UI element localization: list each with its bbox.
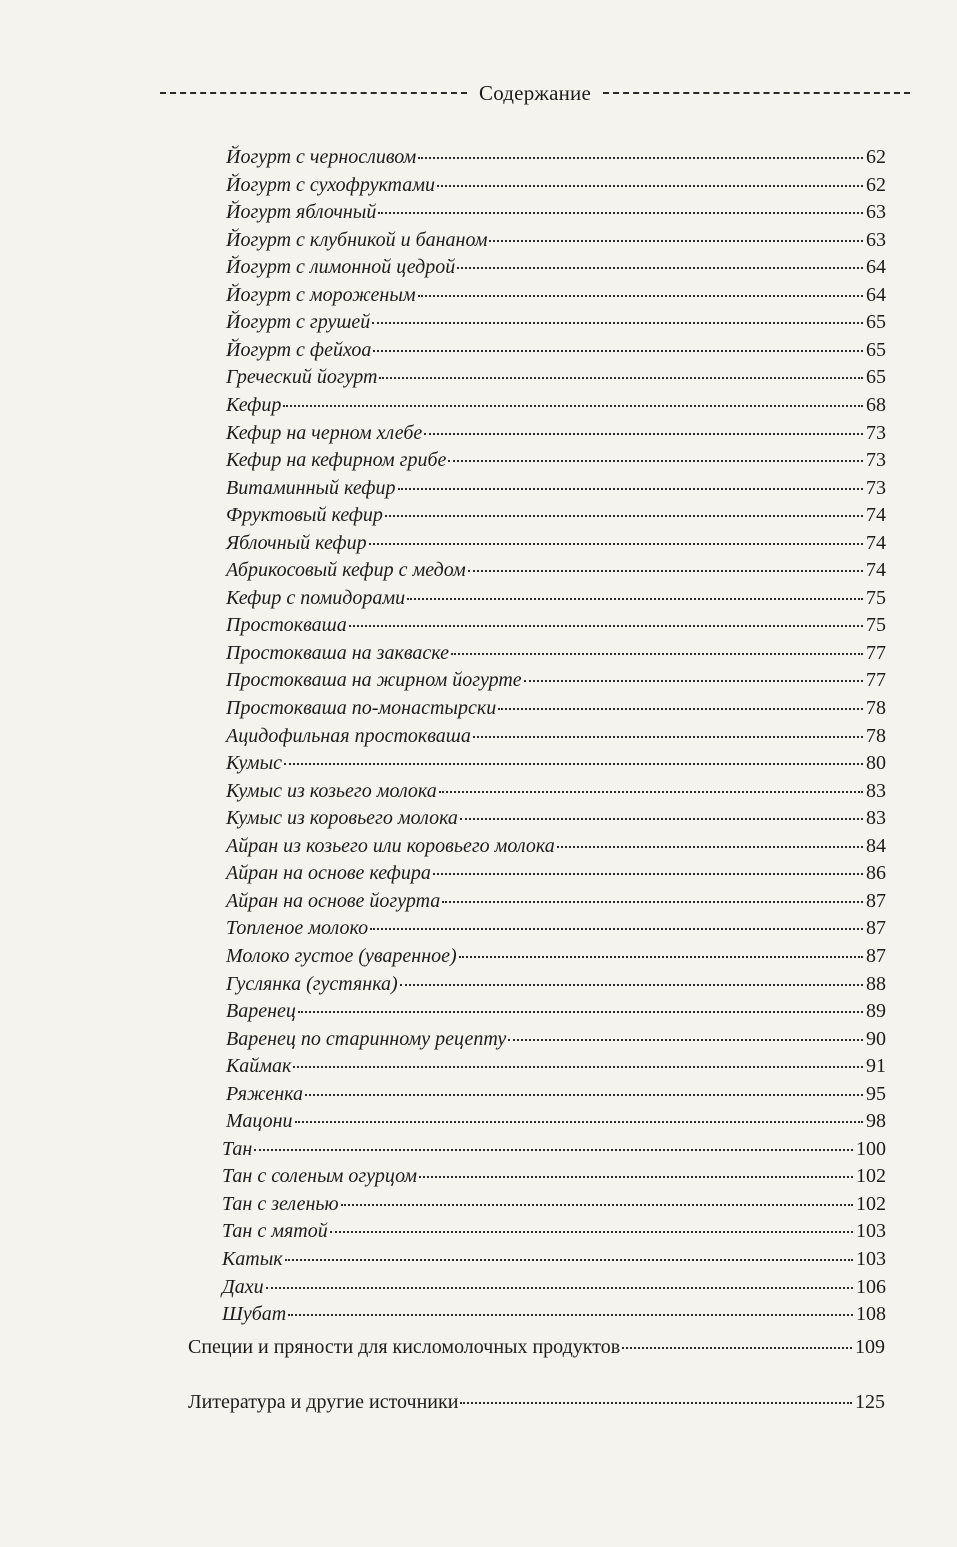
toc-entry-page-number: 87 <box>866 944 886 967</box>
toc-entry-title: Йогурт с грушей <box>226 311 371 334</box>
toc-entry-page-number: 87 <box>866 917 886 940</box>
dot-leader <box>419 1175 853 1178</box>
dot-leader <box>524 679 863 682</box>
dot-leader <box>460 1401 852 1404</box>
toc-entry-title: Фруктовый кефир <box>226 504 383 527</box>
toc-entry-page-number: 91 <box>866 1055 886 1078</box>
toc-entry-page-number: 64 <box>866 256 886 279</box>
toc-entry-title: Тан с мятой <box>222 1220 328 1243</box>
toc-entry-title: Катык <box>222 1248 283 1270</box>
toc-entry-title: Тан с зеленью <box>222 1192 339 1215</box>
dot-leader <box>418 294 863 297</box>
toc-entry <box>226 449 886 476</box>
toc-entry <box>226 174 886 201</box>
toc-entry-title: Мацони <box>226 1110 293 1133</box>
toc-entry <box>222 1165 886 1192</box>
dot-leader <box>285 1258 853 1261</box>
running-header <box>160 78 910 108</box>
toc-entry-page-number: 75 <box>866 614 886 637</box>
toc-entry <box>226 669 886 696</box>
toc-entry-title: Топленое молоко <box>226 917 369 940</box>
header-rule-right <box>603 92 910 94</box>
toc-entry-page-number: 63 <box>866 201 886 224</box>
dot-leader <box>349 624 863 627</box>
dot-leader <box>398 487 864 490</box>
toc-entry-title: Айран на основе кефира <box>226 862 431 885</box>
toc-entry-title: Шубат <box>222 1303 287 1326</box>
dot-leader <box>341 1203 853 1206</box>
toc-entry-title: Простокваша <box>226 614 347 637</box>
dot-leader <box>498 707 863 710</box>
toc-entry-title: Простокваша на закваске <box>226 641 449 664</box>
toc-entry <box>222 1303 886 1330</box>
toc-entry-title: Ацидофильная простокваша <box>226 724 471 747</box>
toc-entry <box>226 201 886 228</box>
toc-entry <box>226 477 886 504</box>
dot-leader <box>370 927 863 930</box>
toc-entry <box>188 1391 885 1418</box>
dot-leader <box>295 1120 863 1123</box>
toc-entry <box>226 1028 886 1055</box>
toc-entry-title: Йогурт с клубникой и бананом <box>226 228 488 251</box>
toc-entry-page-number: 102 <box>856 1165 886 1188</box>
toc-entry-page-number: 103 <box>856 1248 886 1270</box>
toc-entry <box>226 862 886 889</box>
toc-entry <box>226 229 886 256</box>
toc-entry-page-number: 90 <box>866 1027 886 1050</box>
toc-entry-page-number: 106 <box>856 1275 886 1298</box>
toc-entry-title: Кефир <box>226 393 282 416</box>
toc-entry-page-number: 62 <box>866 146 886 168</box>
toc-entry-title: Йогурт с сухофруктами <box>226 173 436 196</box>
toc-entry <box>226 504 886 531</box>
dot-leader <box>418 156 863 159</box>
toc-entry <box>226 1055 886 1082</box>
toc-entry-title: Айран из козьего или коровьего молока <box>226 834 555 857</box>
dot-leader <box>622 1346 852 1349</box>
dot-leader <box>557 845 863 848</box>
toc-entry-title: Греческий йогурт <box>226 366 378 389</box>
toc-entry-page-number: 95 <box>866 1082 886 1105</box>
toc-entry <box>226 256 886 283</box>
toc-entry <box>222 1138 886 1165</box>
toc-entry-page-number: 63 <box>866 228 886 251</box>
toc-entry <box>226 559 886 586</box>
dot-leader <box>293 1065 863 1068</box>
toc-entry <box>222 1276 886 1303</box>
toc-entry <box>222 1220 886 1247</box>
toc-entry-title: Простокваша по-монастырски <box>226 697 497 719</box>
dot-leader <box>283 404 863 407</box>
toc-entry <box>226 614 886 641</box>
toc-entry <box>226 339 886 366</box>
toc-entry-title: Абрикосовый кефир с медом <box>226 559 466 582</box>
toc-entry-title: Кефир на черном хлебе <box>226 421 423 444</box>
toc-entry-page-number: 75 <box>866 586 886 609</box>
dot-leader <box>439 790 863 793</box>
dot-leader <box>378 211 863 214</box>
toc-entry-page-number: 78 <box>866 724 886 747</box>
toc-entry-title: Молоко густое (уваренное) <box>226 944 457 967</box>
dot-leader <box>284 762 863 765</box>
toc-entry-page-number: 78 <box>866 697 886 719</box>
dot-leader <box>468 569 863 572</box>
toc-entry-page-number: 87 <box>866 889 886 912</box>
toc-entry <box>226 422 886 449</box>
toc-entry-page-number: 74 <box>866 531 886 554</box>
toc-entry-page-number: 98 <box>866 1110 886 1133</box>
toc-entry-page-number: 74 <box>866 504 886 527</box>
dot-leader <box>385 514 863 517</box>
toc-entry <box>226 725 886 752</box>
dot-leader <box>424 432 863 435</box>
dot-leader <box>451 652 863 655</box>
toc-entry <box>226 311 886 338</box>
toc-entry <box>226 642 886 669</box>
toc-entry <box>226 835 886 862</box>
toc-entry-title: Варенец по старинному рецепту <box>226 1027 507 1050</box>
dot-leader <box>442 900 863 903</box>
toc-entry <box>226 284 886 311</box>
toc-entry-page-number: 89 <box>866 1000 886 1023</box>
toc-entry-page-number: 77 <box>866 669 886 692</box>
toc-entry <box>226 1000 886 1027</box>
toc-entry-page-number: 103 <box>856 1220 886 1243</box>
toc-entry-title: Йогурт с фейхоа <box>226 338 372 361</box>
page-title: Содержание <box>478 80 592 105</box>
toc-entry-title: Яблочный кефир <box>226 531 367 554</box>
toc-entry-page-number: 88 <box>866 972 886 995</box>
toc-entry <box>188 1336 885 1363</box>
dot-leader <box>372 321 863 324</box>
dot-leader <box>254 1148 853 1151</box>
dot-leader <box>437 184 863 187</box>
dot-leader <box>508 1038 863 1041</box>
toc-entry-page-number: 74 <box>866 559 886 582</box>
toc-entry <box>226 1110 886 1137</box>
toc-entry-page-number: 86 <box>866 862 886 885</box>
dot-leader <box>400 983 863 986</box>
toc-entry-page-number: 109 <box>855 1336 885 1358</box>
toc-entry-title: Кумыс <box>226 752 282 775</box>
toc-entry-page-number: 83 <box>866 807 886 830</box>
toc-entry-title: Ряженка <box>226 1082 304 1105</box>
toc-entry <box>226 945 886 972</box>
toc-entry-title: Простокваша на жирном йогурте <box>226 669 522 692</box>
toc-entry-title: Йогурт с мороженым <box>226 283 416 306</box>
toc-entry <box>226 1083 886 1110</box>
dot-leader <box>457 266 863 269</box>
toc-entry-page-number: 100 <box>856 1137 886 1160</box>
toc-entry-title: Каймак <box>226 1055 292 1078</box>
toc-entry <box>226 532 886 559</box>
dot-leader <box>379 376 863 379</box>
toc-entry-title: Дахи <box>222 1275 264 1298</box>
toc-entry-page-number: 73 <box>866 476 886 499</box>
dot-leader <box>369 542 863 545</box>
dot-leader <box>460 817 863 820</box>
toc-entry-page-number: 84 <box>866 834 886 857</box>
toc-entry-page-number: 125 <box>855 1391 885 1413</box>
toc-entry-title: Айран на основе йогурта <box>226 889 441 912</box>
toc-entry-page-number: 108 <box>856 1303 886 1326</box>
toc-entry <box>226 890 886 917</box>
toc-entry-page-number: 62 <box>866 173 886 196</box>
toc-entry <box>226 973 886 1000</box>
toc-entry <box>226 917 886 944</box>
toc-entry-page-number: 64 <box>866 283 886 306</box>
dot-leader <box>433 872 863 875</box>
toc-entry-title: Варенец <box>226 1000 296 1023</box>
toc-entry-page-number: 68 <box>866 393 886 416</box>
dot-leader <box>489 239 863 242</box>
toc-entry <box>226 587 886 614</box>
toc-entry <box>226 807 886 834</box>
toc-entry <box>226 394 886 421</box>
toc-entry <box>226 146 886 173</box>
toc-entry <box>226 697 886 724</box>
toc-entry-page-number: 83 <box>866 779 886 802</box>
dot-leader <box>330 1230 853 1233</box>
toc-entry-page-number: 65 <box>866 338 886 361</box>
dot-leader <box>373 349 863 352</box>
toc-entry-title: Тан <box>222 1137 253 1160</box>
toc-entry-title: Гуслянка (густянка) <box>226 972 398 995</box>
dot-leader <box>266 1286 853 1289</box>
toc-entry-title: Кефир с помидорами <box>226 586 406 609</box>
toc-entry-title: Тан с соленым огурцом <box>222 1165 418 1188</box>
toc-entry <box>222 1248 886 1275</box>
toc-entry-title: Витаминный кефир <box>226 476 396 499</box>
toc-entry-title: Йогурт с лимонной цедрой <box>226 256 456 279</box>
toc-entry-page-number: 73 <box>866 421 886 444</box>
toc-entry-title: Йогурт яблочный <box>226 201 377 224</box>
dot-leader <box>448 459 863 462</box>
header-rule-left <box>160 92 467 94</box>
dot-leader <box>407 597 863 600</box>
toc-entry <box>226 366 886 393</box>
dot-leader <box>473 735 863 738</box>
toc-entry-page-number: 77 <box>866 641 886 664</box>
toc-entry-title: Специи и пряности для кисломолочных продуктов <box>188 1336 621 1358</box>
toc-entry-page-number: 80 <box>866 752 886 775</box>
toc-entry-title: Кумыс из коровьего молока <box>226 807 458 830</box>
toc-entry <box>226 780 886 807</box>
dot-leader <box>459 955 863 958</box>
toc-entry-title: Йогурт с черносливом <box>226 146 417 168</box>
dot-leader <box>305 1093 863 1096</box>
dot-leader <box>288 1313 853 1316</box>
toc-entry-page-number: 65 <box>866 366 886 389</box>
toc-entry-page-number: 102 <box>856 1192 886 1215</box>
toc-entry-title: Литература и другие источники <box>188 1391 459 1413</box>
toc-entry-title: Кумыс из козьего молока <box>226 779 437 802</box>
toc-entry-title: Кефир на кефирном грибе <box>226 449 447 472</box>
dot-leader <box>298 1010 863 1013</box>
toc-entry-page-number: 65 <box>866 311 886 334</box>
toc-entry-page-number: 73 <box>866 449 886 472</box>
toc-entry <box>222 1193 886 1220</box>
toc-entry <box>226 752 886 779</box>
